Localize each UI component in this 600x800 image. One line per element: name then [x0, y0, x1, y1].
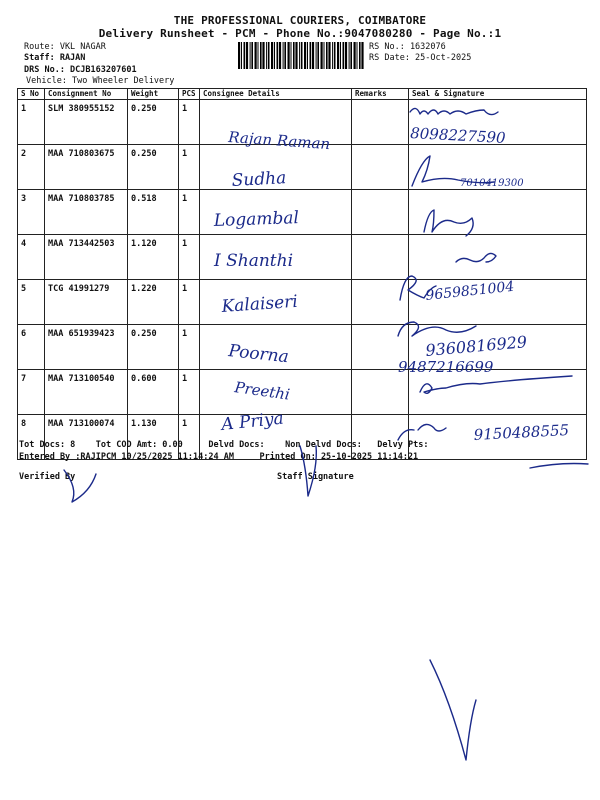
tot-docs: Tot Docs: 8	[19, 440, 76, 450]
barcode-bar	[258, 42, 259, 69]
cell-consignment: TCG 41991279	[45, 280, 128, 325]
barcode-bar	[238, 42, 240, 69]
handwritten-name: Logambal	[213, 208, 300, 231]
handwritten-phone: 9360816929	[424, 332, 528, 360]
staff-signature-label: Staff Signature	[277, 472, 354, 482]
cell-remarks	[352, 235, 409, 280]
cell-pcs: 1	[179, 325, 200, 370]
cell-pcs: 1	[179, 280, 200, 325]
handwritten-name: Sudha	[231, 168, 287, 191]
handwritten-name: Kalaiseri	[220, 291, 299, 317]
barcode-bar	[283, 42, 284, 69]
cell-weight: 0.250	[128, 100, 179, 145]
barcode-bar	[301, 42, 303, 69]
col-header-seal-signature: Seal & Signature	[409, 89, 587, 100]
handwritten-phone: 9659851004	[424, 278, 516, 304]
barcode-bar	[284, 42, 286, 69]
col-header-weight: Weight	[128, 89, 179, 100]
cell-consignment: MAA 710803675	[45, 145, 128, 190]
barcode-bar	[266, 42, 267, 69]
barcode-bar	[332, 42, 333, 69]
barcode-bar	[241, 42, 242, 69]
barcode-bar	[326, 42, 328, 69]
cell-pcs: 1	[179, 190, 200, 235]
barcode-bar	[340, 42, 341, 69]
cell-remarks	[352, 280, 409, 325]
stray-stroke	[530, 464, 588, 469]
vehicle-label: Vehicle: Two Wheeler Delivery	[26, 76, 175, 86]
cell-consignment: MAA 713100074	[45, 415, 128, 460]
barcode-bar	[316, 42, 317, 69]
barcode-bar	[274, 42, 275, 69]
table-row	[18, 100, 587, 145]
cell-consignment: SLM 380955152	[45, 100, 128, 145]
cell-remarks	[352, 190, 409, 235]
barcode-bar	[271, 42, 273, 69]
delvd-docs: Delvd Docs:	[208, 440, 265, 450]
col-header-consignee: Consignee Details	[200, 89, 352, 100]
col-header-sno: S No	[18, 89, 45, 100]
cell-pcs: 1	[179, 370, 200, 415]
barcode-bar	[293, 42, 295, 69]
staff-label: Staff: RAJAN	[24, 53, 86, 63]
handwritten-name: Rajan Raman	[227, 128, 331, 154]
route-label: Route: VKL NAGAR	[24, 42, 106, 52]
barcode-bar	[260, 42, 262, 69]
handwritten-name: Preethi	[233, 378, 291, 404]
runsheet-subtitle: Delivery Runsheet - PCM - Phone No.:9047080280 - Page No.:1	[98, 27, 502, 40]
company-title: THE PROFESSIONAL COURIERS, COIMBATORE	[173, 14, 427, 27]
barcode-bar	[244, 42, 246, 69]
tot-cod-amt: Tot COD Amt: 0.00	[95, 440, 183, 450]
cell-pcs: 1	[179, 100, 200, 145]
handwritten-name: A Priya	[220, 408, 285, 435]
handwritten-name: I Shanthi	[214, 251, 294, 271]
handwritten-phone: 8098227590	[409, 124, 507, 147]
cell-weight: 0.250	[128, 325, 179, 370]
cell-sno: 1	[18, 100, 45, 145]
entry-line	[19, 452, 418, 462]
barcode-bar	[357, 42, 358, 69]
table-header-row	[18, 89, 587, 100]
barcode-bar	[361, 42, 363, 69]
col-header-remarks: Remarks	[352, 89, 409, 100]
cell-consignee	[200, 100, 352, 145]
barcode-bar	[337, 42, 339, 69]
barcode-bar	[277, 42, 279, 69]
rs-number: RS No.: 1632076	[369, 42, 446, 52]
cell-signature	[409, 145, 587, 190]
barcode-bar	[250, 42, 251, 69]
cell-consignment: MAA 710803785	[45, 190, 128, 235]
runsheet-table	[17, 88, 587, 460]
stray-stroke	[430, 660, 476, 760]
barcode-bar	[350, 42, 352, 69]
cell-signature	[409, 190, 587, 235]
barcode-bar	[354, 42, 356, 69]
cell-remarks	[352, 325, 409, 370]
totals-line	[19, 440, 428, 450]
cell-signature	[409, 370, 587, 415]
cell-signature	[409, 100, 587, 145]
table-row	[18, 370, 587, 415]
cell-sno: 3	[18, 190, 45, 235]
cell-signature	[409, 235, 587, 280]
barcode-bar	[268, 42, 270, 69]
cell-consignee	[200, 370, 352, 415]
cell-sno: 8	[18, 415, 45, 460]
barcode-image	[238, 42, 364, 69]
barcode-bar	[312, 42, 314, 69]
table-row	[18, 145, 587, 190]
table-row	[18, 235, 587, 280]
barcode-bar	[291, 42, 292, 69]
barcode-bar	[262, 42, 264, 69]
barcode-bar	[288, 42, 290, 69]
handwritten-name: Poorna	[227, 341, 290, 368]
barcode-bar	[304, 42, 306, 69]
cell-weight: 0.250	[128, 145, 179, 190]
barcode-bar	[307, 42, 308, 69]
barcode-bar	[299, 42, 300, 69]
cell-sno: 2	[18, 145, 45, 190]
non-delvd-docs: Non Delvd Docs:	[285, 440, 362, 450]
barcode-bar	[345, 42, 347, 69]
cell-sno: 5	[18, 280, 45, 325]
barcode-bar	[359, 42, 361, 69]
barcode-bar	[251, 42, 253, 69]
printed-on: Printed On: 25-10-2025 11:14:21	[259, 452, 419, 462]
barcode-bar	[317, 42, 319, 69]
table-row	[18, 325, 587, 370]
drs-number: DRS No.: DCJB163207601	[24, 65, 137, 75]
cell-sno: 6	[18, 325, 45, 370]
col-header-pcs: PCS	[179, 89, 200, 100]
cell-remarks	[352, 100, 409, 145]
cell-consignment: MAA 713442503	[45, 235, 128, 280]
barcode-bar	[343, 42, 345, 69]
table-row	[18, 190, 587, 235]
barcode-bar	[295, 42, 297, 69]
cell-signature	[409, 415, 587, 460]
cell-remarks	[352, 370, 409, 415]
cell-consignment: MAA 713100540	[45, 370, 128, 415]
cell-consignee	[200, 190, 352, 235]
cell-pcs: 1	[179, 235, 200, 280]
cell-consignee	[200, 325, 352, 370]
barcode-bar	[321, 42, 323, 69]
cell-remarks	[352, 145, 409, 190]
handwritten-phone: 7010419300	[460, 178, 524, 189]
cell-weight: 0.600	[128, 370, 179, 415]
cell-sno: 4	[18, 235, 45, 280]
entered-by: Entered By :RAJIPCM 10/25/2025 11:14:24 AM	[19, 452, 234, 462]
cell-consignee	[200, 280, 352, 325]
delvy-pts: Delvy Pts:	[377, 440, 429, 450]
cell-weight: 0.518	[128, 190, 179, 235]
barcode-bar	[310, 42, 312, 69]
cell-consignment: MAA 651939423	[45, 325, 128, 370]
cell-signature	[409, 280, 587, 325]
handwritten-phone: 9487216699	[398, 358, 494, 376]
barcode-bar	[246, 42, 248, 69]
barcode-bar	[328, 42, 330, 69]
barcode-bar	[334, 42, 336, 69]
cell-pcs: 1	[179, 415, 200, 460]
cell-weight: 1.130	[128, 415, 179, 460]
cell-consignee	[200, 235, 352, 280]
barcode-bar	[279, 42, 281, 69]
barcode-bar	[255, 42, 257, 69]
barcode-bar	[349, 42, 350, 69]
cell-sno: 7	[18, 370, 45, 415]
barcode-bar	[324, 42, 325, 69]
cell-consignee	[200, 145, 352, 190]
rs-date: RS Date: 25-Oct-2025	[369, 53, 472, 63]
cell-signature	[409, 325, 587, 370]
cell-weight: 1.220	[128, 280, 179, 325]
cell-pcs: 1	[179, 145, 200, 190]
col-header-consignment: Consignment No	[45, 89, 128, 100]
handwritten-phone: 9150488555	[473, 421, 570, 444]
table-row	[18, 280, 587, 325]
verified-by-label: Verified By	[19, 472, 76, 482]
cell-weight: 1.120	[128, 235, 179, 280]
